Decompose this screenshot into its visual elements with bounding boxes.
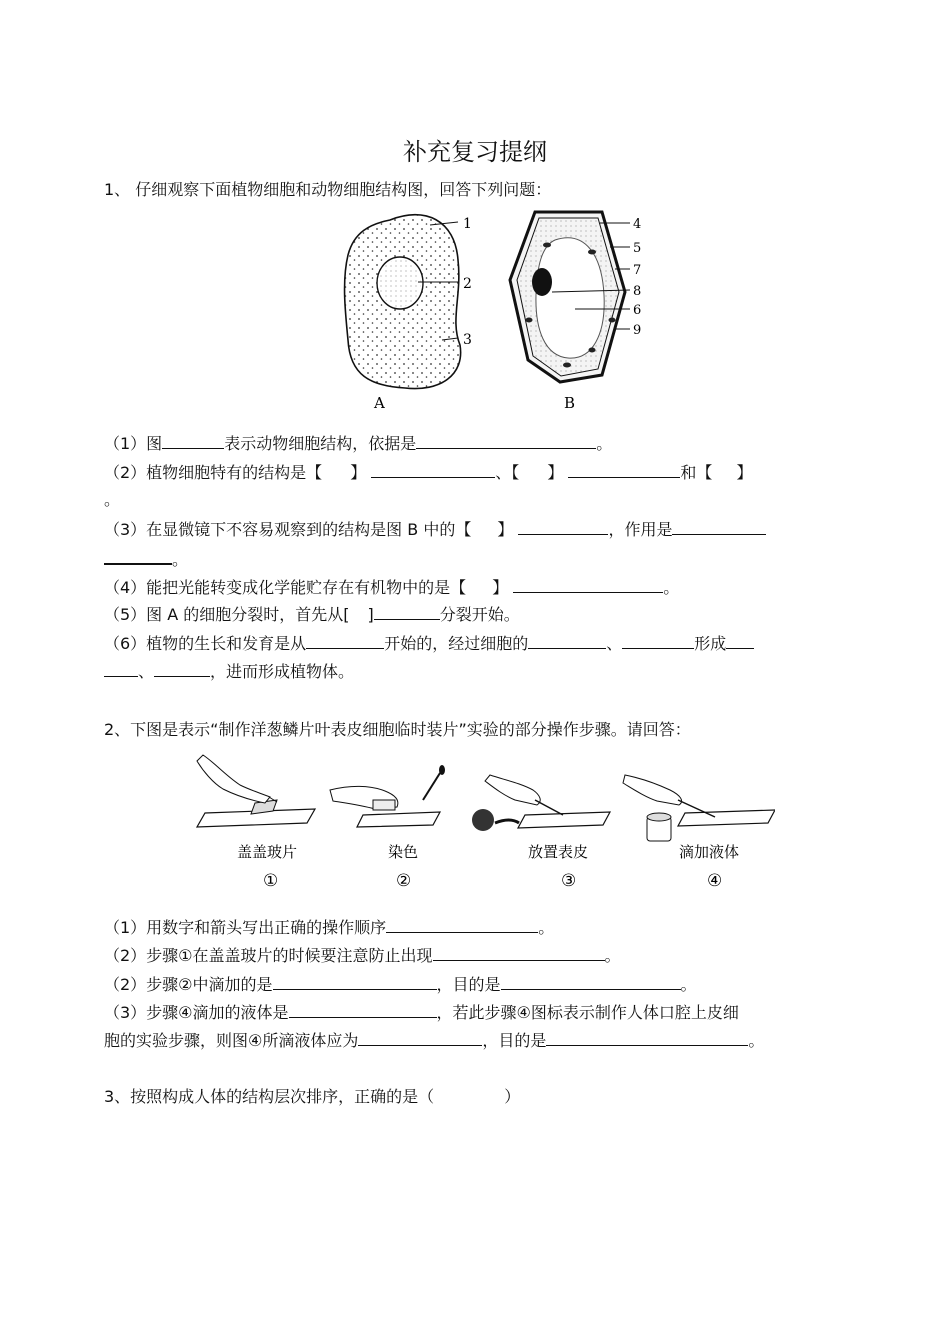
q1-item-6: （6）植物的生长和发育是从 开始的，经过细胞的 、 形成: [104, 634, 754, 654]
step-4-illustration: [623, 775, 775, 841]
step-3-label: 放置表皮: [528, 843, 589, 861]
plant-cell-figure: [510, 212, 630, 382]
step-3-illustration: [472, 775, 610, 831]
step-4-number: ④: [707, 871, 723, 891]
q2-item-3: （2）步骤②中滴加的是 ，目的是 。: [104, 975, 697, 994]
figure-a-label: A: [374, 394, 385, 412]
q2-stem: 2、下图是表示“制作洋葱鳞片叶表皮细胞临时装片”实验的部分操作步骤。请回答：: [104, 720, 691, 739]
q3-stem: 3、按照构成人体的结构层次排序，正确的是（ ）: [104, 1087, 521, 1106]
label-1: 1: [463, 216, 472, 232]
q1-item-2: （2）植物细胞特有的结构是【 】 、【 】 和【 】: [104, 463, 753, 482]
q1-item-3-cont: 。: [104, 549, 188, 570]
figure-b-label: B: [564, 394, 576, 412]
q1-item-2-end: 。: [104, 490, 121, 509]
q1-stem: 1、 仔细观察下面植物细胞和动物细胞结构图，回答下列问题：: [104, 180, 552, 199]
label-4: 4: [633, 217, 642, 232]
q1-item-3: （3）在显微镜下不容易观察到的结构是图 B 中的【 】 ，作用是: [104, 520, 766, 540]
step-2-label: 染色: [388, 843, 419, 861]
page-title: 补充复习提纲: [403, 138, 547, 166]
q1-item-4: （4）能把光能转变成化学能贮存在有机物中的是【 】 。: [104, 578, 680, 597]
step-2-number: ②: [396, 871, 412, 891]
q1-item-6-cont: 、 ，进而形成植物体。: [104, 662, 354, 682]
label-6: 6: [633, 303, 642, 318]
cell-diagrams: [330, 200, 660, 415]
procedure-figure: [185, 745, 775, 895]
q2-item-2: （2）步骤①在盖盖玻片的时候要注意防止出现 。: [104, 946, 621, 965]
label-9: 9: [633, 323, 642, 338]
q2-item-1: （1）用数字和箭头写出正确的操作顺序 。: [104, 918, 555, 937]
label-5: 5: [633, 241, 642, 256]
step-1-label: 盖盖玻片: [237, 843, 298, 861]
step-1-illustration: [197, 755, 315, 827]
step-4-label: 滴加液体: [679, 843, 740, 861]
step-3-number: ③: [561, 871, 577, 891]
step-2-illustration: [330, 765, 445, 827]
q1-item-5: （5）图 A 的细胞分裂时，首先从[ ] 分裂开始。: [104, 605, 520, 624]
q1-item-1: （1）图 表示动物细胞结构，依据是 。: [104, 434, 613, 453]
label-7: 7: [633, 263, 642, 278]
q2-item-4: （3）步骤④滴加的液体是 ，若此步骤④图标表示制作人体口腔上皮细: [104, 1003, 739, 1022]
animal-cell-figure: [345, 215, 461, 389]
label-3: 3: [463, 332, 472, 348]
step-1-number: ①: [263, 871, 279, 891]
label-8: 8: [633, 284, 642, 299]
q2-item-4-cont: 胞的实验步骤，则图④所滴液体应为 ，目的是 。: [104, 1031, 765, 1050]
label-2: 2: [463, 276, 472, 292]
